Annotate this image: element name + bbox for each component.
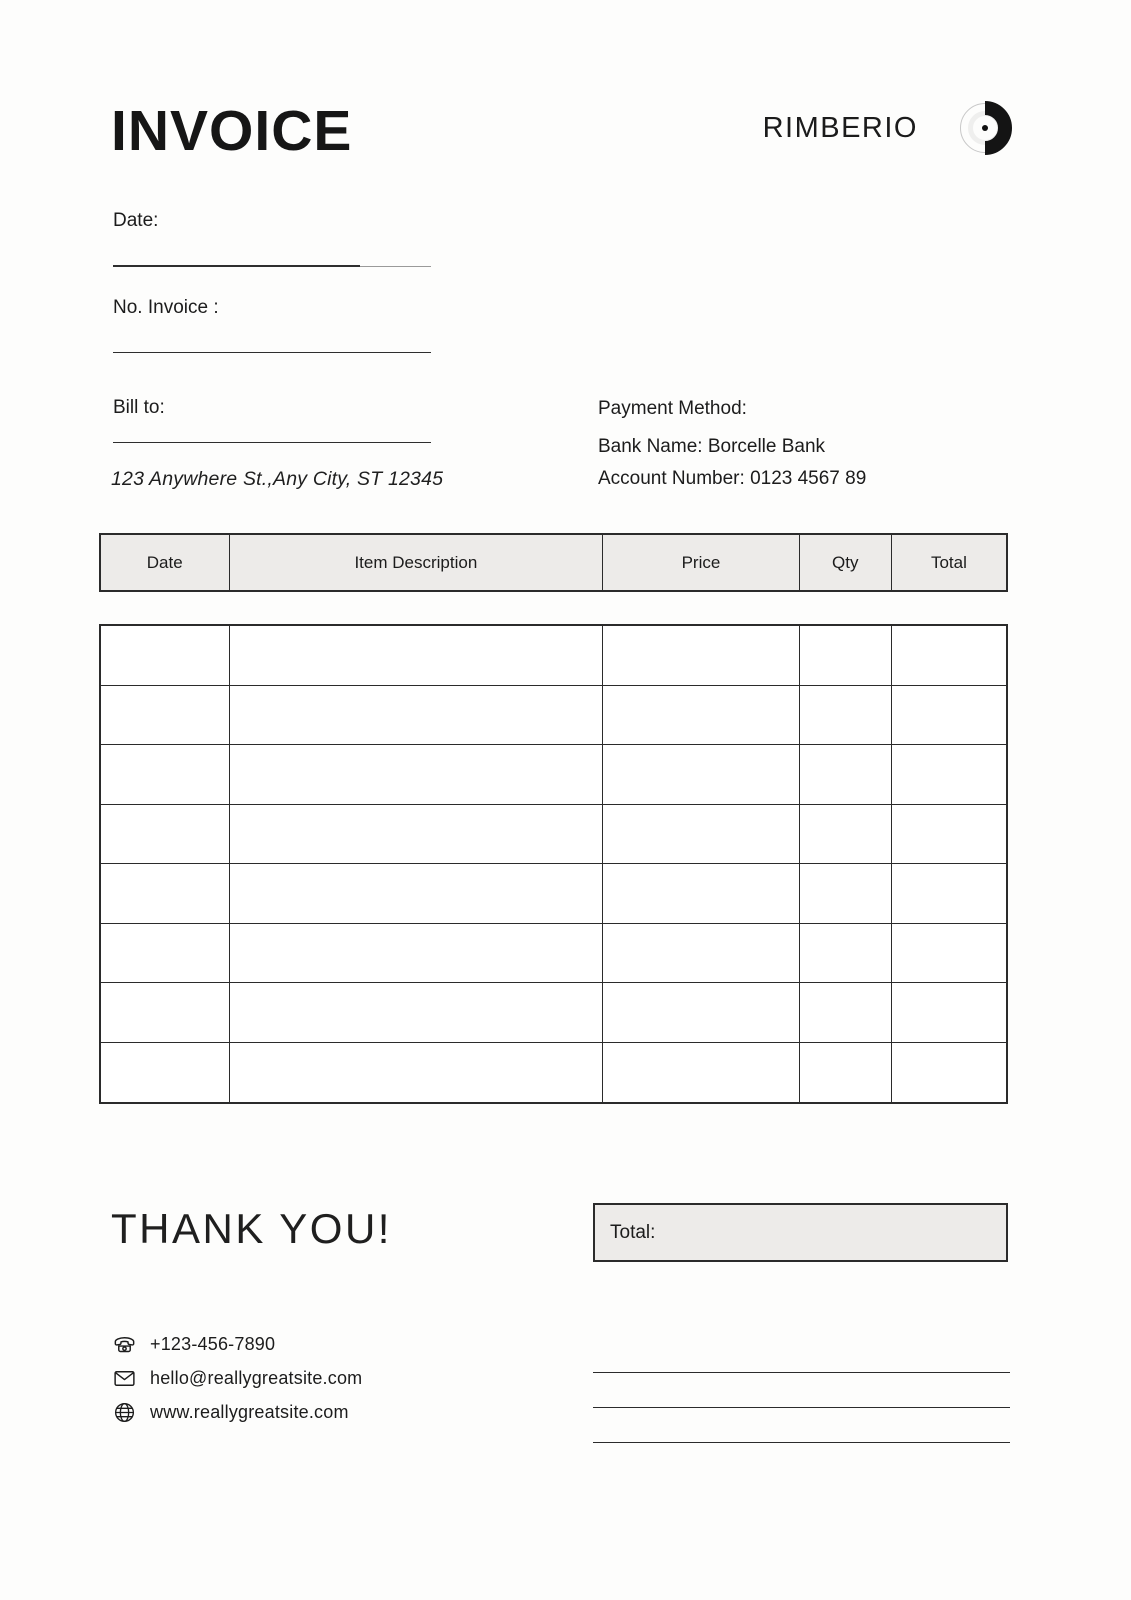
payment-method-label: Payment Method: [598,398,747,419]
website-url: www.reallygreatsite.com [150,1402,349,1422]
table-cell [230,1043,604,1103]
table-cell [800,1043,892,1103]
column-header-item-description: Item Description [230,535,604,590]
bill-to-label: Bill to: [113,397,165,418]
signature-line-2 [593,1407,1010,1408]
table-cell [101,924,230,984]
table-cell [892,983,1006,1043]
table-cell [101,864,230,924]
table-cell [800,686,892,746]
table-cell [230,924,604,984]
column-header-total: Total [930,552,967,572]
table-cell [892,626,1006,686]
table-cell [603,686,799,746]
invoice-no-label: No. Invoice : [113,297,219,318]
total-box [593,1203,1008,1262]
table-cell [800,805,892,865]
table-cell [892,1043,1006,1103]
table-cell [603,1043,799,1103]
crescent-circle-logo-icon [960,103,1010,153]
table-cell [101,686,230,746]
table-cell [101,983,230,1043]
table-cell [603,924,799,984]
column-header-date: Date [101,535,230,590]
signature-line-3 [593,1442,1010,1443]
phone-number: +123-456-7890 [150,1334,276,1354]
column-header-qty: Qty [800,535,892,590]
brand [763,102,1010,154]
email-address: hello@reallygreatsite.com [150,1368,363,1388]
invoice-no-fill-line [113,352,431,353]
items-table-header [99,533,1008,592]
table-cell [603,626,799,686]
table-cell [892,686,1006,746]
table-cell [800,983,892,1043]
table-cell [101,1043,230,1103]
brand-name: RIMBERIO [762,111,918,144]
table-cell [892,864,1006,924]
table-cell [230,626,604,686]
table-cell [101,745,230,805]
payment-bank-name: Bank Name: Borcelle Bank [598,436,826,457]
table-cell [892,745,1006,805]
contact-info [112,1332,362,1425]
table-cell [603,805,799,865]
payment-account-number: Account Number: 0123 4567 89 [598,468,867,489]
table-cell [230,805,604,865]
date-fill-line [113,266,431,267]
table-cell [101,805,230,865]
items-table-body [99,624,1008,1104]
contact-row-phone [112,1332,362,1357]
table-cell [230,864,604,924]
table-cell [603,983,799,1043]
table-cell [800,745,892,805]
contact-row-email [112,1366,362,1391]
table-cell [892,924,1006,984]
column-header-price: Price [603,535,799,590]
table-cell [101,626,230,686]
thank-you-text: THANK YOU! [111,1205,392,1252]
table-cell [603,745,799,805]
table-cell [800,626,892,686]
table-cell [230,745,604,805]
table-cell [603,864,799,924]
date-label: Date: [113,210,159,231]
contact-row-website [112,1400,362,1425]
table-cell [800,864,892,924]
bill-to-fill-line [113,442,431,443]
signature-line-1 [593,1372,1010,1373]
table-cell [892,805,1006,865]
globe-icon [112,1400,137,1425]
table-cell [230,983,604,1043]
bill-to-address: 123 Anywhere St.,Any City, ST 12345 [111,468,444,490]
phone-icon [112,1332,137,1357]
page-title: INVOICE [111,99,353,163]
total-label: Total: [610,1221,656,1243]
table-cell [230,686,604,746]
table-cell [800,924,892,984]
email-icon [112,1366,137,1391]
